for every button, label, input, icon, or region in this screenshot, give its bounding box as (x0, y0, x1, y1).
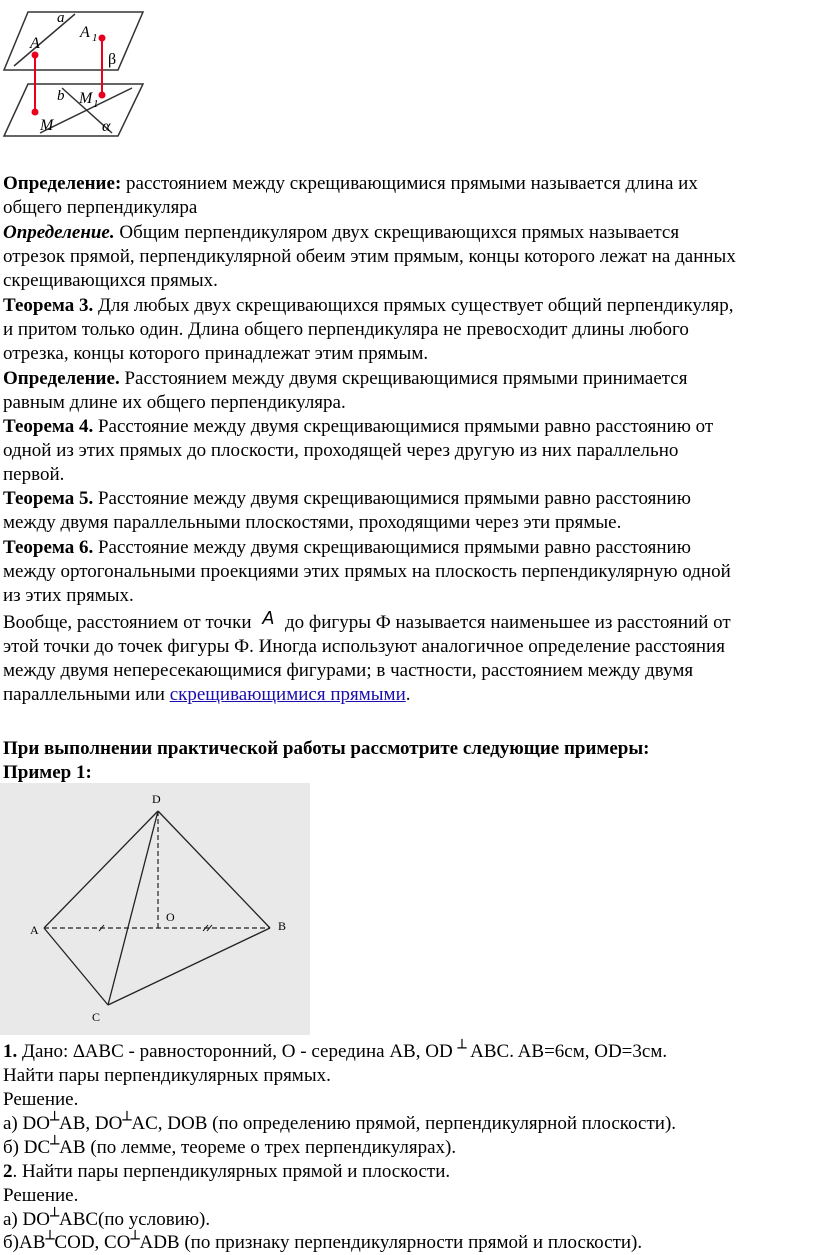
label-B: B (278, 919, 287, 933)
label-A: A (30, 923, 39, 937)
label-M1-sub: 1 (93, 98, 99, 110)
solution-2-heading: Решение. (3, 1185, 79, 1206)
perp-symbol: ┴ (457, 1039, 467, 1057)
solution-2-a: а) DO┴ABC(по условию). (3, 1207, 211, 1230)
label-D: D (152, 792, 161, 806)
solution-2-b: б)AB┴COD, CO┴ADB (по признаку перпендикулярности прямой и плоскости). (3, 1230, 643, 1253)
label-beta: β (108, 51, 117, 68)
label-b: b (57, 88, 65, 104)
theorem-5: Теорема 5. Расстояние между двумя скрещивающимися прямыми равно расстоянию (3, 488, 691, 509)
label-M1: M (79, 90, 93, 107)
task-1-cont: Найти пары перпендикулярных прямых. (3, 1065, 331, 1086)
skew-lines-figure (0, 0, 145, 140)
definition-1: Определение: расстоянием между скрещивающимися прямыми называется длина их (3, 173, 698, 194)
theorem-3-cont1: и притом только один. Длина общего перпендикуляра не превосходит длины любого (3, 319, 689, 340)
theorem-3-cont2: отрезка, концы которого принадлежат этим прямым. (3, 343, 429, 364)
tetrahedron-figure (0, 783, 310, 1035)
definition-1-cont: общего перпендикуляра (3, 197, 198, 218)
label-A: A (30, 35, 40, 52)
label-A1: A (80, 24, 90, 41)
label-A1-sub: 1 (92, 32, 98, 44)
point-M1 (99, 92, 106, 99)
general-definition: Вообще, расстоянием от точки A до фигуры Ф называется наименьшее из расстояний от (3, 608, 731, 633)
definition-2-cont2: скрещивающихся прямых. (3, 270, 218, 291)
general-definition-cont1: этой точки до точек фигуры Ф. Иногда используют аналогичное определение расстояния (3, 636, 725, 657)
theorem-4: Теорема 4. Расстояние между двумя скрещивающимися прямыми равно расстоянию от (3, 416, 714, 437)
label-O: O (166, 910, 175, 924)
definition-2-cont1: отрезок прямой, перпендикулярной обеим этим прямым, концы которого лежат на данных (3, 246, 736, 267)
general-definition-cont3: параллельными или скрещивающимися прямыми. (3, 684, 411, 705)
lower-plane (4, 84, 143, 136)
task-2: 2. Найти пары перпендикулярных прямой и плоскости. (3, 1161, 451, 1182)
definition-3: Определение. Расстоянием между двумя скрещивающимися прямыми принимается (3, 368, 688, 389)
point-A (32, 52, 39, 59)
theorem-6-cont1: между ортогональными проекциями этих прямых на плоскость перпендикулярную одной (3, 561, 731, 582)
theorem-5-cont: между двумя параллельными плоскостями, проходящими через эти прямые. (3, 512, 622, 533)
definition-3-cont: равным длине их общего перпендикуляра. (3, 392, 346, 413)
point-A-symbol: A (262, 608, 275, 628)
label-C: C (92, 1010, 101, 1024)
theorem-6: Теорема 6. Расстояние между двумя скрещивающимися прямыми равно расстоянию (3, 537, 691, 558)
label-alpha: α (102, 118, 111, 135)
theorem-6-cont2: из этих прямых. (3, 585, 134, 606)
label-M: M (40, 117, 54, 134)
theorem-4-cont1: одной из этих прямых до плоскости, проходящей через другую из них параллельно (3, 440, 679, 461)
solution-1-heading: Решение. (3, 1089, 79, 1110)
task-1: 1. Дано: ∆АВС - равносторонний, О - середина АВ, OD ┴ ABC. AB=6см, OD=3см. (3, 1039, 668, 1062)
point-M (32, 109, 39, 116)
definition-2: Определение. Общим перпендикуляром двух скрещивающихся прямых называется (3, 222, 680, 243)
theorem-4-cont2: первой. (3, 464, 65, 485)
solution-1-b: б) DC┴AB (по лемме, теореме о трех перпендикулярах). (3, 1135, 457, 1158)
theorem-3: Теорема 3. Для любых двух скрещивающихся прямых существует общий перпендикуляр, (3, 295, 734, 316)
point-A1 (99, 35, 106, 42)
skew-lines-link[interactable]: скрещивающимися прямыми (169, 684, 406, 705)
label-a: a (57, 10, 65, 26)
general-definition-cont2: между двумя непересекающимися фигурами; в частности, расстоянием между двумя (3, 660, 694, 681)
upper-plane (4, 12, 143, 70)
practice-heading: При выполнении практической работы рассмотрите следующие примеры: (3, 738, 650, 759)
solution-1-a: а) DO┴AB, DO┴AC, DOB (по определению прямой, перпендикулярной плоскости). (3, 1111, 677, 1134)
example-heading: Пример 1: (3, 762, 92, 783)
